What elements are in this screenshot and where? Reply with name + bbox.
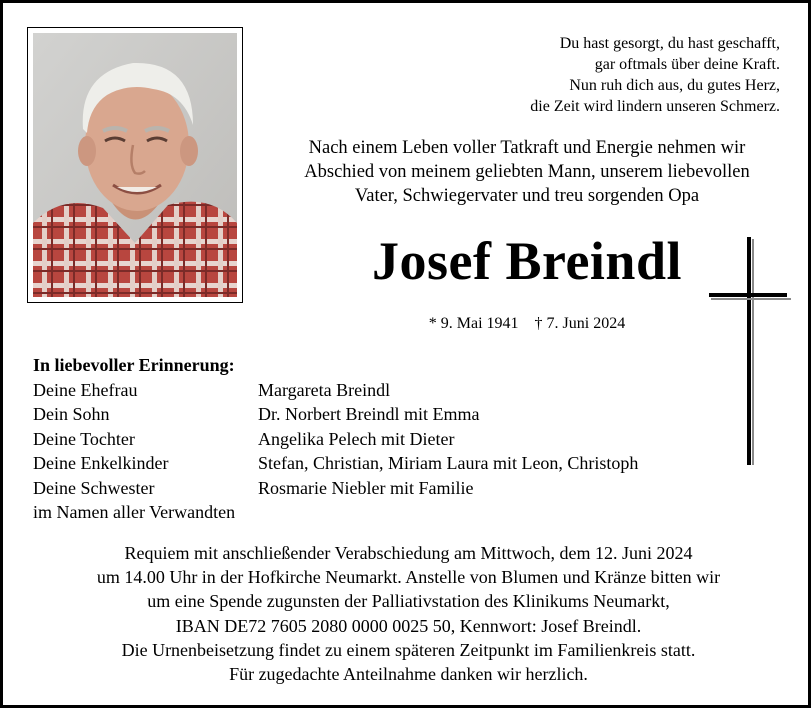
- mourner-row: [33, 402, 638, 427]
- mourner-row: [33, 378, 638, 403]
- service-line: um eine Spende zugunsten der Palliativstation des Klinikums Neumarkt,: [147, 591, 670, 612]
- mourner-names: Angelika Pelech mit Dieter: [258, 428, 455, 449]
- death-date: † 7. Juni 2024: [534, 315, 626, 332]
- birth-date: * 9. Mai 1941: [428, 315, 519, 332]
- mourner-row: [33, 476, 638, 501]
- intro-line: Abschied von meinem geliebten Mann, unserem liebevollen: [304, 162, 750, 182]
- mourner-row: [33, 451, 638, 476]
- mourners-list: [33, 353, 638, 525]
- mourners-closing: im Namen aller Verwandten: [33, 502, 236, 522]
- mourner-row: [33, 427, 638, 452]
- poem-line: Du hast gesorgt, du hast geschafft,: [559, 35, 780, 52]
- poem-line: gar oftmals über deine Kraft.: [594, 56, 780, 73]
- mourner-relation: Deine Tochter: [33, 428, 135, 449]
- portrait-frame: [27, 27, 243, 303]
- mourner-names: Rosmarie Niebler mit Familie: [258, 477, 474, 498]
- portrait-illustration: [33, 33, 237, 297]
- mourner-relation: Deine Enkelkinder: [33, 453, 169, 473]
- farewell-intro: [261, 136, 793, 208]
- intro-line: Nach einem Leben voller Tatkraft und Energie nehmen wir: [308, 138, 746, 158]
- mourner-relation: Deine Schwester: [33, 477, 155, 498]
- donation-iban: IBAN DE72 7605 2080 0000 0025 50, Kennwort: Josef Breindl.: [175, 615, 642, 636]
- service-line: um 14.00 Uhr in der Hofkirche Neumarkt. Anstelle von Blumen und Kränze bitten wir: [96, 567, 721, 588]
- deceased-name: Josef Breindl: [371, 231, 682, 291]
- mourner-names: Margareta Breindl: [258, 379, 391, 400]
- intro-line: Vater, Schwiegervater und treu sorgenden Opa: [354, 186, 700, 206]
- service-line: Die Urnenbeisetzung findet zu einem späteren Zeitpunkt im Familienkreis statt.: [121, 639, 696, 660]
- cross-icon: [709, 237, 793, 465]
- mourners-heading: In liebevoller Erinnerung:: [33, 355, 235, 375]
- poem-line: die Zeit wird lindern unseren Schmerz.: [530, 98, 780, 115]
- poem-line: Nun ruh dich aus, du gutes Herz,: [569, 77, 780, 94]
- mourner-relation: Dein Sohn: [33, 404, 110, 424]
- portrait-photo: [33, 33, 237, 297]
- mourner-relation: Deine Ehefrau: [33, 379, 138, 400]
- thanks-line: Für zugedachte Anteilnahme danken wir herzlich.: [229, 664, 588, 685]
- mourner-names: Dr. Norbert Breindl mit Emma: [258, 404, 480, 424]
- service-information: [23, 541, 794, 686]
- service-line: Requiem mit anschließender Verabschiedung am Mittwoch, dem 12. Juni 2024: [124, 543, 693, 563]
- mourner-names: Stefan, Christian, Miriam Laura mit Leon, Christoph: [258, 453, 639, 473]
- life-dates: [403, 314, 651, 334]
- memorial-poem: [530, 33, 780, 117]
